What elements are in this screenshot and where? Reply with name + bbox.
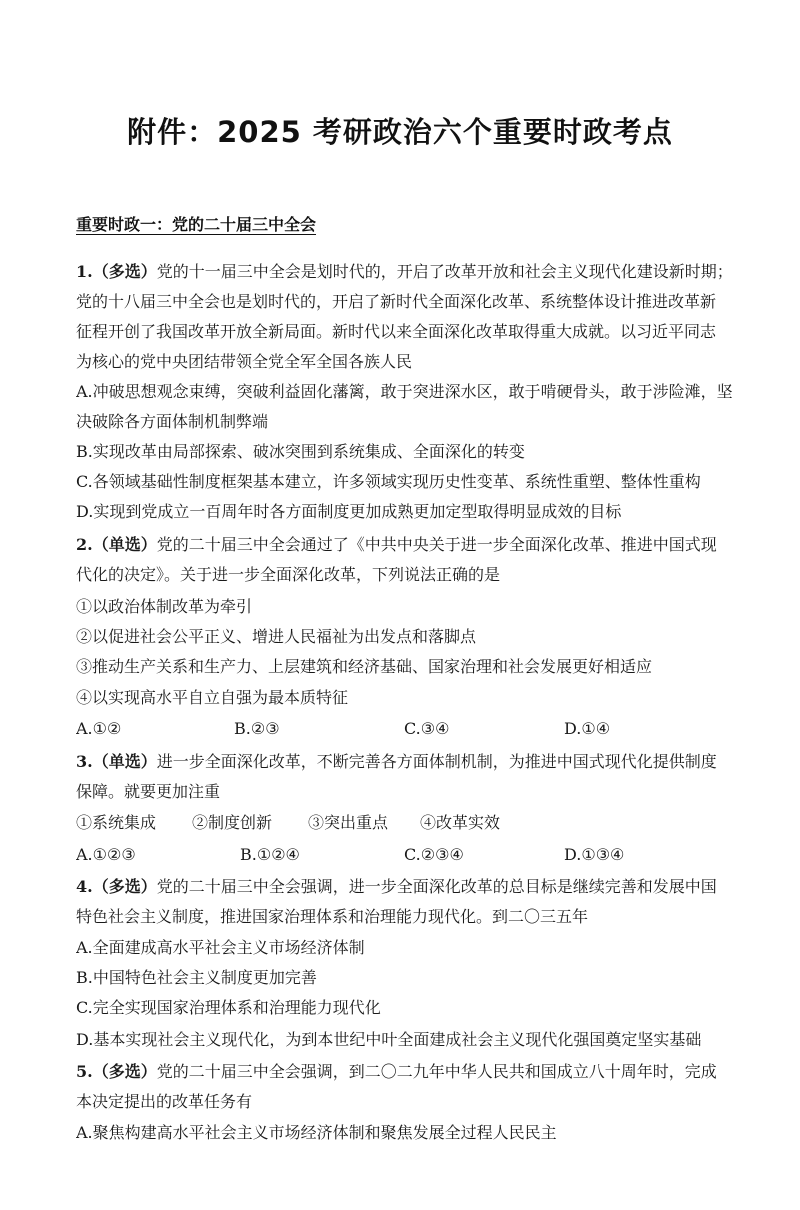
question-text: 党的二十届三中全会强调，进一步全面深化改革的总目标是继续完善和发展中国 bbox=[156, 877, 717, 896]
section-heading: 重要时政一：党的二十届三中全会 bbox=[76, 215, 317, 234]
question-2-statement-3: ③推动生产关系和生产力、上层建筑和经济基础、国家治理和社会发展更好相适应 bbox=[76, 657, 653, 676]
answer-a: A.①② bbox=[76, 719, 122, 738]
question-text: 党的二十届三中全会强调，到二〇二九年中华人民共和国成立八十周年时，完成 bbox=[156, 1062, 717, 1081]
question-2-statement-2: ②以促进社会公平正义、增进人民福祉为出发点和落脚点 bbox=[76, 627, 477, 646]
question-text: 进一步全面深化改革，不断完善各方面体制机制，为推进中国式现代化提供制度 bbox=[156, 752, 717, 771]
statement-4: ④改革实效 bbox=[420, 813, 501, 832]
question-3-stem-line bbox=[76, 752, 736, 772]
question-1-stem-line: 为核心的党中央团结带领全党全军全国各族人民 bbox=[76, 352, 413, 371]
question-1-option-d: D.实现到党成立一百周年时各方面制度更加成熟更加定型取得明显成效的目标 bbox=[76, 502, 622, 521]
answer-d: D.①③④ bbox=[564, 845, 625, 864]
question-5-stem-line: 本决定提出的改革任务有 bbox=[76, 1092, 253, 1111]
answer-c: C.②③④ bbox=[404, 845, 464, 864]
question-text: 党的十一届三中全会是划时代的，开启了改革开放和社会主义现代化建设新时期； bbox=[156, 262, 733, 281]
question-1-stem-line bbox=[76, 262, 736, 282]
question-1-option-a-cont: 决破除各方面体制机制弊端 bbox=[76, 412, 269, 431]
question-3-statements bbox=[76, 813, 736, 833]
question-2-stem-line: 代化的决定》。关于进一步全面深化改革，下列说法正确的是 bbox=[76, 565, 501, 584]
question-number: 4. bbox=[76, 877, 93, 896]
question-type: （多选） bbox=[92, 262, 157, 281]
question-number: 1. bbox=[76, 262, 93, 281]
answer-a: A.①②③ bbox=[76, 845, 136, 864]
question-text: 党的二十届三中全会通过了《中共中央关于进一步全面深化改革、推进中国式现 bbox=[156, 535, 717, 554]
answer-b: B.②③ bbox=[234, 719, 280, 738]
question-3-answers bbox=[76, 845, 736, 865]
question-4-option-c: C.完全实现国家治理体系和治理能力现代化 bbox=[76, 998, 381, 1017]
question-2-stem-line bbox=[76, 535, 736, 555]
question-2-answers bbox=[76, 719, 736, 739]
statement-3: ③突出重点 bbox=[308, 813, 389, 832]
question-4-option-d: D.基本实现社会主义现代化，为到本世纪中叶全面建成社会主义现代化强国奠定坚实基础 bbox=[76, 1030, 702, 1049]
question-1-stem-line: 征程开创了我国改革开放全新局面。新时代以来全面深化改革取得重大成就。以习近平同志 bbox=[76, 322, 717, 341]
question-3-stem-line: 保障。就要更加注重 bbox=[76, 782, 221, 801]
question-2-statement-1: ①以政治体制改革为牵引 bbox=[76, 597, 253, 616]
question-4-option-a: A.全面建成高水平社会主义市场经济体制 bbox=[76, 938, 365, 957]
statement-2: ②制度创新 bbox=[192, 813, 273, 832]
question-type: （单选） bbox=[92, 752, 157, 771]
page-title: 附件：2025 考研政治六个重要时政考点 bbox=[127, 115, 673, 149]
question-5-stem-line bbox=[76, 1062, 736, 1082]
statement-1: ①系统集成 bbox=[76, 813, 157, 832]
question-1-option-b: B.实现改革由局部探索、破冰突围到系统集成、全面深化的转变 bbox=[76, 442, 525, 461]
question-type: （单选） bbox=[92, 535, 157, 554]
question-4-option-b: B.中国特色社会主义制度更加完善 bbox=[76, 968, 317, 987]
question-4-stem-line: 特色社会主义制度，推进国家治理体系和治理能力现代化。到二〇三五年 bbox=[76, 907, 589, 926]
question-4-stem-line bbox=[76, 877, 736, 897]
question-1-stem-line: 党的十八届三中全会也是划时代的，开启了新时代全面深化改革、系统整体设计推进改革新 bbox=[76, 292, 717, 311]
question-number: 5. bbox=[76, 1062, 93, 1081]
question-5-option-a: A.聚焦构建高水平社会主义市场经济体制和聚焦发展全过程人民民主 bbox=[76, 1123, 557, 1142]
question-number: 2. bbox=[76, 535, 93, 554]
answer-d: D.①④ bbox=[564, 719, 611, 738]
question-type: （多选） bbox=[92, 1062, 157, 1081]
question-type: （多选） bbox=[92, 877, 157, 896]
answer-c: C.③④ bbox=[404, 719, 450, 738]
question-1-option-c: C.各领域基础性制度框架基本建立，许多领域实现历史性变革、系统性重塑、整体性重构 bbox=[76, 472, 701, 491]
answer-b: B.①②④ bbox=[240, 845, 300, 864]
question-number: 3. bbox=[76, 752, 93, 771]
question-1-option-a: A.冲破思想观念束缚，突破利益固化藩篱，敢于突进深水区，敢于啃硬骨头，敢于涉险滩，坚 bbox=[76, 382, 733, 401]
question-2-statement-4: ④以实现高水平自立自强为最本质特征 bbox=[76, 688, 349, 707]
